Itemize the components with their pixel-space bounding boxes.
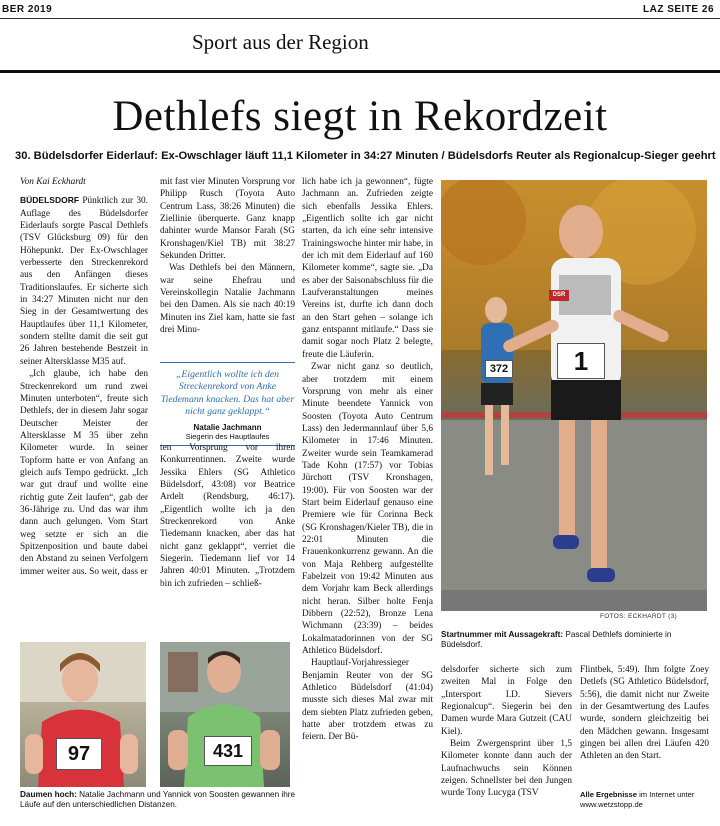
caption-text: Natalie Jachmann und Yannick von Soosten gewannen ihre Läufe auf den unterschiedlichen Distanzen. — [20, 790, 296, 810]
caption-label: Startnummer mit Aussagekraft: — [441, 630, 564, 639]
bib-number-431: 431 — [204, 736, 252, 766]
paragraph: Hauptlauf-Vorjahressieger Benjamin Reuter von der SG Athletico Büdelsdorf (41:04) musste sich dieses Mal zwar mit dem siebten Platz zufrieden geben, hatte aber trotzdem etwas zu feiern. Der Bü- — [302, 658, 433, 743]
paragraph: „Ich glaube, ich habe den Streckenrekord um rund zwei Minuten unterboten“, freute sich Dethlefs, der in diesem Jahr sogar Deutscher Meister der Altersklasse M 35 über zehn Kilometer wurde. In seiner Topform hatte er von Anfang an gleich aufs Tempo gedrückt. „Ich war gut drauf und wollte eine richtig gute Zeit laufen“, gab der 36-Jährige zu. Und das war ihm dann auch gelungen. Vom Start weg setzte er sich an die Spitzenposition und baute dabei den Abstand zu seinen Verfolgern immer weiter aus. So weit, dass er — [20, 369, 148, 577]
column-2b — [160, 442, 295, 590]
bib-number-main: 1 — [557, 343, 605, 379]
results-text: im Internet unter www.wetzstopp.de — [580, 790, 695, 809]
header-rule — [0, 18, 720, 19]
photo-caption-small — [20, 790, 302, 811]
page-header — [0, 0, 720, 20]
bib-number-background: 372 — [485, 360, 513, 378]
bib-number-97: 97 — [56, 738, 102, 770]
paragraph: Was Dethlefs bei den Männern, war seine Ehefrau und Vereinskollegin Natalie Jachmann bei den Damen. Als sie nach 40:19 Minuten ins Ziel kam, hatte sie fast drei Minu- — [160, 263, 295, 336]
results-label: Alle Ergebnisse — [580, 790, 637, 799]
subhead: 30. Büdelsdorfer Eiderlauf: Ex-Owschlager läuft 11,1 Kilometer in 34:27 Minuten / Büdelsdorfs Reuter als Regionalcup-Sieger geehrt — [15, 150, 716, 162]
paragraph: mit fast vier Minuten Vorsprung vor Philipp Rusch (Toyota Auto Centrum Lass, 38:26 Minuten) die Ziellinie überquerte. Ganz knapp dahinter wurde Mansor Farah (SG Kronshagen/Kiel TB) mit 38:27 Sekunden Dritter. — [160, 177, 295, 262]
shirt-logo: DSR — [549, 290, 569, 301]
quote-text: „Eigentlich wollte ich den Streckenrekord von Anke Tiedemann knacken. Das hat aber nicht ganz geklappt.“ — [160, 369, 295, 418]
runner-illustration — [441, 180, 707, 611]
section-rule — [0, 70, 720, 73]
headline: Dethlefs siegt in Rekordzeit — [112, 93, 608, 140]
column-4 — [441, 664, 572, 800]
column-1 — [20, 176, 148, 578]
paragraph: Beim Zwergensprint über 1,5 Kilometer konnte dann auch der Laufnachwuchs sein Können zeigen. Schnellster bei den Jungen wurde Tony Lucyga (TSV — [441, 739, 572, 799]
column-2 — [160, 176, 295, 336]
section-title: Sport aus der Region — [192, 30, 369, 54]
header-page: LAZ SEITE 26 — [642, 4, 714, 15]
paragraph: Zwar nicht ganz so deutlich, aber trotzdem mit einem Vorsprung von mehr als einer Minute beendete Yannick von Soosten (Toyota Auto Centrum Lass) den Jedermannlauf über 5,6 Kilometer in 17:46 Minuten. Zweiter wurde sein Teamkamerad Tade Kohn (17:57) vor Tobias Jürchott (TSV Kronshagen, 19:00). Für von Soosten war der Start beim Eiderlauf genauso eine Premiere wie für Corinna Beck (SG Kronshagen/Kieler TB), die in 22:01 Minuten die Frauenkonkurrenz gewann. An die von Maja Rehberg aufgestellte Fabelzeit von 19:42 Minuten aus dem Vorjahr kam Beck allerdings nicht heran. Silber holte Fenja Dibbern (22:52), Bronze Lena Wichmann (23:39) – beides Lokalmatadorinnen von der SG Athletico Büdelsdorf. — [302, 362, 433, 657]
caption-text: Pascal Dethlefs dominierte in Büdelsdorf. — [441, 630, 672, 650]
photo-credit: FOTOS: ECKHARDT (3) — [600, 613, 677, 620]
column-5 — [580, 664, 709, 763]
results-note — [580, 790, 710, 810]
paragraph: ten Vorsprung vor ihren Konkurrentinnen. Zweite wurde Jessika Ehlers (SG Athletico Büdelsdorf, 43:08) vor Beatrice Ardelt (Rendsburg, 46:17). „Eigentlich wollte ich ja den Streckenrekord von Anke Tiedemann knacken, aber das hat nicht ganz geklappt“, verriet die Siegerin. Tiedemann lief vor 14 Jahren 40:01 Minuten. „Trotzdem bin ich zufrieden – schließ- — [160, 443, 295, 589]
paragraph: delsdorfer sicherte sich zum zweiten Mal in Folge den „Intersport I.D. Sievers Regionalcup“. Siegerin bei den Damen wurde Mara Gutzeit (CAU Kiel). — [441, 665, 572, 737]
header-date: BER 2019 — [2, 4, 53, 15]
quote-name: Natalie Jachmann — [193, 422, 262, 432]
paragraph: Flintbek, 5:49). Ihm folgte Zoey Detlefs (SG Athletico Büdelsdorf, 5:56), die damit nicht nur Zweite in der Gesamtwertung des Laufes wurde, sondern gleichzeitig bei den Mädchen gewann. Insgesamt gingen bei allen drei Läufen 420 Athleten an den Start. — [580, 665, 709, 762]
photo-yannick-von-soosten — [160, 642, 290, 787]
pull-quote — [160, 362, 295, 446]
caption-label: Daumen hoch: — [20, 790, 77, 799]
paragraph: lich habe ich ja gewonnen“, fügte Jachmann an. Zufrieden zeigte sich ebenfalls Jessika Ehlers. „Eigentlich sollte ich gar nicht starten, da ich eine sehr intensive Trainingswoche hinter mir habe, in der ich mit dem Eiderlauf auf 160 Kilometer komme“, sagte sie. „Da es aber der Saisonabschluss für die Laufveranstaltungen meines Vereins ist, durfte ich dann doch an den Start gehen – solange ich ganz entspannt mitlaufe.“ Dass sie damit sogar noch Platz 2 belegte, freute die Läuferin. — [302, 177, 433, 360]
paragraph: Pünktlich zur 30. Auflage des Büdelsdorfer Eiderlaufs sorgte Pascal Dethlefs (TSV Glücksburg 09) für den Höhepunkt. Der Ex-Owschlager verbesserte den Streckenrekord aus den Anfängen dieses Traditionslaufes. Er sicherte sich in 34:27 Minuten nicht nur den Sieg in der Gesamtwertung des Hauptlaufes über 11,1 Kilometer, sondern stellte damit die seit gut 26 Jahren bestehende Bestzeit in seiner Altersklasse M35 auf. — [20, 196, 148, 367]
quote-rule-top — [160, 362, 295, 363]
author: Von Kai Eckhardt — [20, 177, 86, 187]
photo-caption-main — [441, 630, 709, 651]
photo-main-runner — [441, 180, 707, 611]
photo-natalie-jachmann — [20, 642, 146, 787]
dateline-city: BÜDELSDORF — [20, 195, 80, 206]
column-3 — [302, 176, 433, 744]
quote-role: Siegerin des Hauptlaufes — [185, 431, 270, 441]
